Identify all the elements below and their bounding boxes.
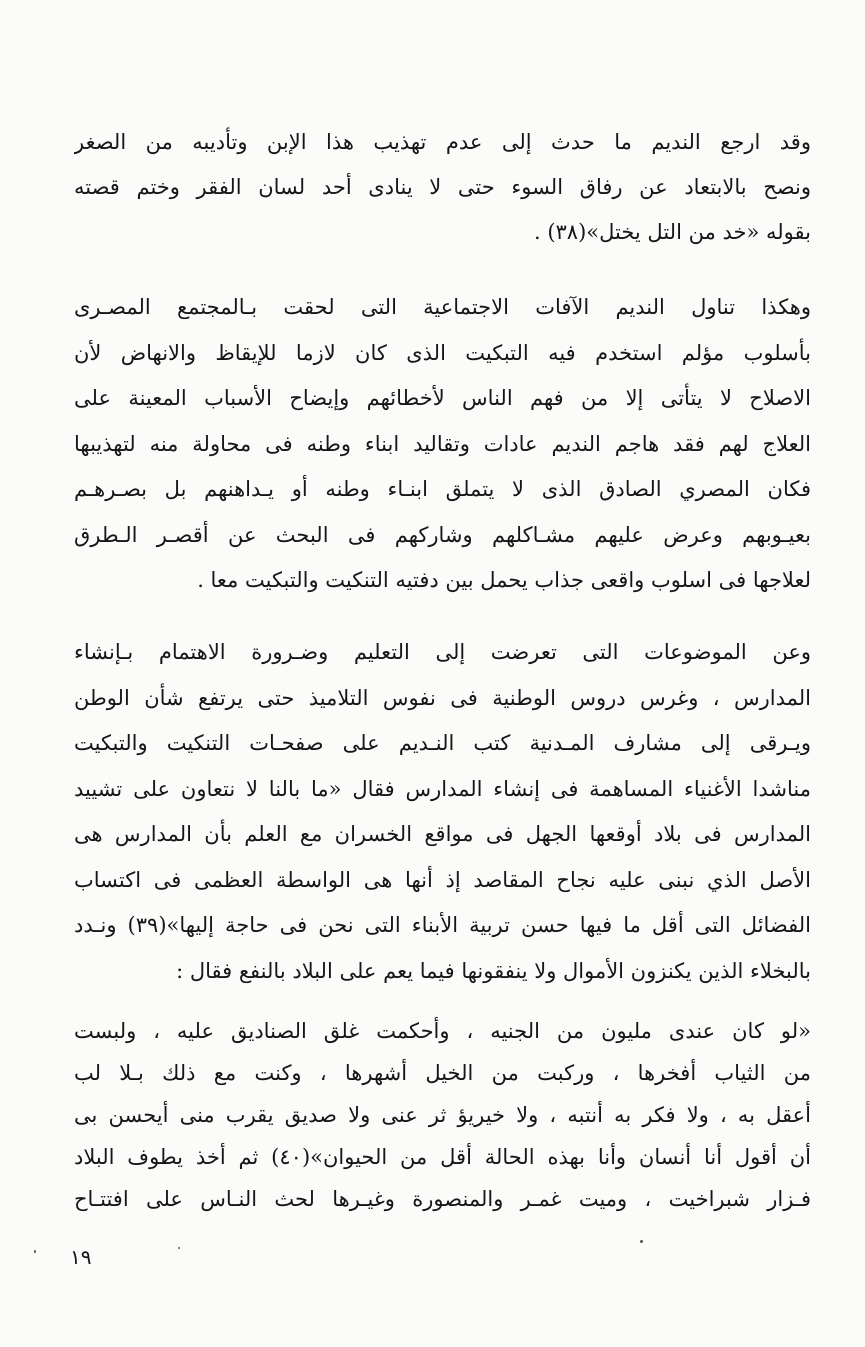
- text-line: الاصلاح لا يتأتى إلا من فهم الناس لأخطائهم وإيضاح الأسباب المعينة على: [74, 386, 811, 410]
- text-line: بعيـوبهم وعرض عليهم مشـاكلهم وشاركهم فى البحث عن أقصـر الـطرق: [74, 522, 811, 547]
- text-line: ويـرقى إلى مشارف المـدنية كتب النـديم على صفحـات التنكيت والتبكيت: [74, 731, 811, 755]
- text-line: وهكذا تناول النديم الآفات الاجتماعية التى لحقت بـالمجتمع المصـرى: [74, 295, 811, 319]
- text-line: العلاج لهم فقد هاجم النديم عادات وتقاليد ابناء وطنه فى محاولة منه لتهذيبها: [74, 431, 811, 456]
- text-line: المدارس ، وغرس دروس الوطنية فى نفوس التلاميذ حتى يرتفع شأن الوطن: [74, 685, 811, 710]
- paragraph-1: [74, 120, 811, 255]
- text-line: المدارس فى بلاد أوقعها الجهل فى مواقع الخسران مع العلم بأن المدارس هى: [74, 822, 811, 846]
- text-line: فـزار شبراخيت ، وميت غمـر والمنصورة وغيـرها لحث النـاس على افتتـاح: [74, 1187, 811, 1211]
- scan-speck: [34, 1250, 36, 1253]
- text-line: أعقل به ، ولا فكر به أنتبه ، ولا خيريؤ ثر عنى ولا صديق يقرب منى أيحسن بى: [74, 1103, 811, 1127]
- text-line: بأسلوب مؤلم استخدم فيه التبكيت الذى كان لازما للإيقاظ والانهاض لأن: [74, 340, 811, 365]
- text-line: أن أقول أنا أنسان وأنا بهذه الحالة أقل من الحيوان»(٤٠) ثم أخذ يطوف البلاد: [74, 1145, 811, 1169]
- text-line: «لو كان عندى مليون من الجنيه ، وأحكمت غلق الصناديق عليه ، ولبست: [74, 1019, 811, 1043]
- text-line: فكان المصري الصادق الذى لا يتملق ابنـاء وطنه أو يـداهنهم بل بصـرهـم: [74, 477, 811, 501]
- text-line: بقوله «خد من التل يختل»(٣٨) .: [533, 220, 811, 244]
- scan-speck: [178, 1247, 180, 1249]
- text-line: الأصل الذي نبنى عليه نجاح المقاصد إذ أنها هى الواسطة العظمى فى اكتساب: [74, 867, 811, 892]
- paragraph-2: [74, 285, 811, 604]
- paragraph-4: [74, 1010, 811, 1220]
- text-line: بالبخلاء الذين يكنزون الأموال ولا ينفقونها فيما يعم على البلاد بالنفع فقال :: [176, 958, 811, 983]
- text-line: من الثياب أفخرها ، وركبت من الخيل أشهرها ، وكنت مع ذلك بـلا لب: [74, 1061, 811, 1085]
- text-line: ونصح بالابتعاد عن رفاق السوء حتى لا ينادى أحد لسان الفقر وختم قصته: [74, 175, 811, 199]
- scan-speck: [640, 1240, 643, 1243]
- text-line: وقد ارجع النديم ما حدث إلى عدم تهذيب هذا الإبن وتأديبه من الصغر: [74, 130, 811, 154]
- page-number: ١٩: [70, 1245, 92, 1269]
- paragraph-3: [74, 630, 811, 994]
- text-line: الفضائل التى أقل ما فيها حسن تربية الأبناء التى نحن فى حاجة إليها»(٣٩) ونـدد: [74, 913, 811, 937]
- text-line: وعن الموضوعات التى تعرضت إلى التعليم وضـرورة الاهتمام بـإنشاء: [74, 640, 811, 664]
- text-line: لعلاجها فى اسلوب واقعى جذاب يحمل بين دفتيه التنكيت والتبكيت معا .: [197, 568, 811, 592]
- text-line: مناشدا الأغنياء المساهمة فى إنشاء المدارس فقال «ما بالنا لا نتعاون على تشييد: [74, 776, 811, 801]
